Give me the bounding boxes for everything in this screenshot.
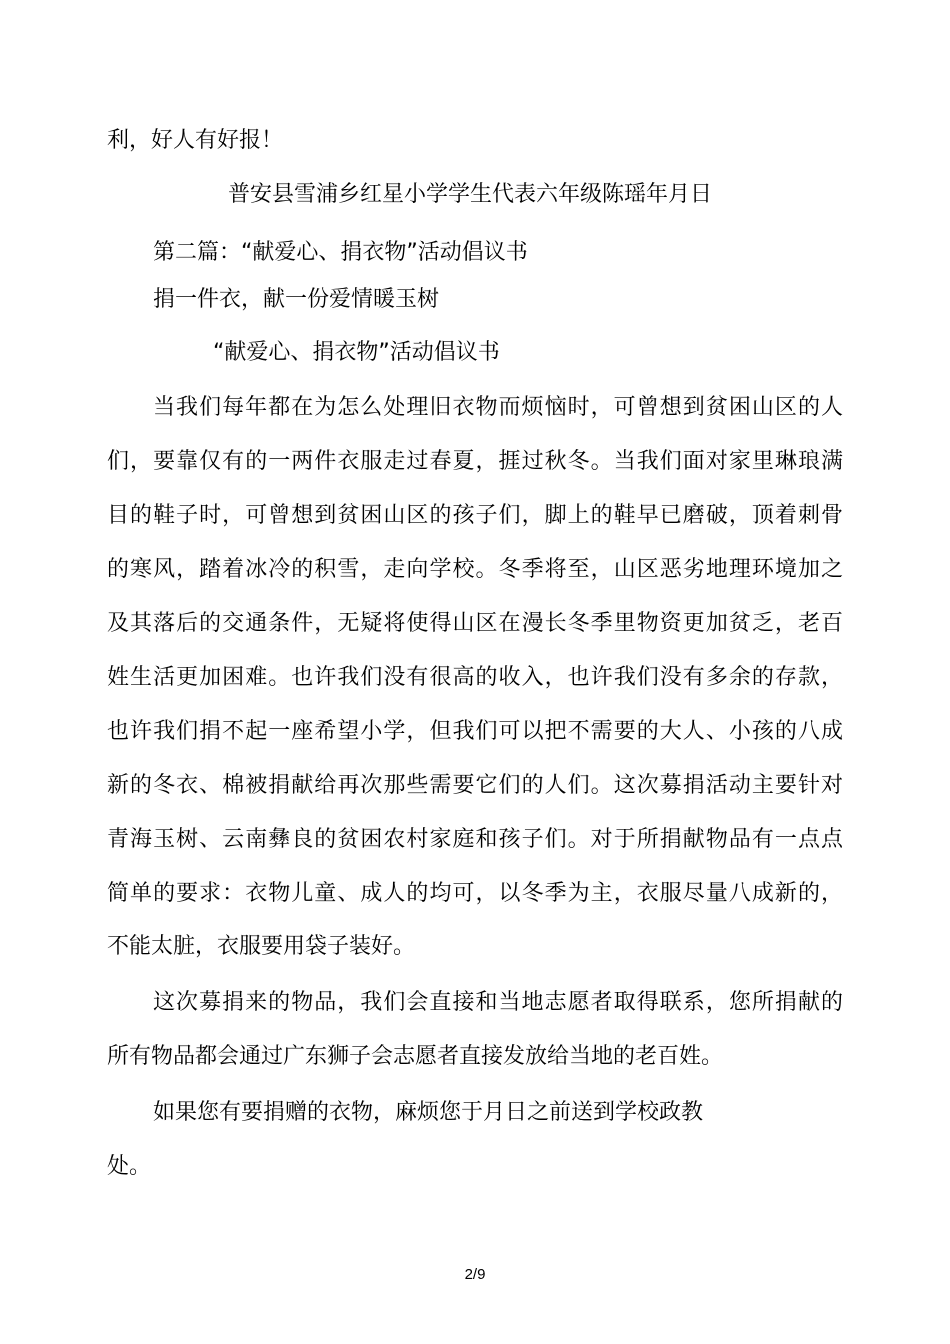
section-heading: 第二篇：“献爱心、捐衣物”活动倡议书 <box>153 240 528 265</box>
paragraph-3-line-1: 如果您有要捐赠的衣物，麻烦您于月日之前送到学校政教 <box>153 1100 704 1125</box>
paragraph-1-line-10: 简单的要求：衣物儿童、成人的均可，以冬季为主，衣服尽量八成新的， <box>107 881 843 906</box>
paragraph-2-line-2: 所有物品都会通过广东狮子会志愿者直接发放给当地的老百姓。 <box>107 1044 724 1069</box>
paragraph-1-line-3: 目的鞋子时，可曾想到贫困山区的孩子们，脚上的鞋早已磨破，顶着刺骨 <box>107 503 843 528</box>
paragraph-1-line-7: 也许我们捐不起一座希望小学，但我们可以把不需要的大人、小孩的八成 <box>107 719 843 744</box>
paragraph-1-line-8: 新的冬衣、棉被捐献给再次那些需要它们的人们。这次募捐活动主要针对 <box>107 773 843 798</box>
paragraph-1-line-11: 不能太脏，衣服要用袋子装好。 <box>107 934 416 959</box>
text-line-closing: 利，好人有好报！ <box>107 128 284 153</box>
document-title: “献爱心、捐衣物”活动倡议书 <box>213 340 500 365</box>
paragraph-3-line-2: 处。 <box>107 1154 152 1179</box>
paragraph-1-line-6: 姓生活更加困难。也许我们没有很高的收入，也许我们没有多余的存款， <box>107 665 843 690</box>
paragraph-1-line-2: 们，要靠仅有的一两件衣服走过春夏，捱过秋冬。当我们面对家里琳琅满 <box>107 449 843 474</box>
page-number: 2/9 <box>464 1266 486 1283</box>
paragraph-1-line-9: 青海玉树、云南彝良的贫困农村家庭和孩子们。对于所捐献物品有一点点 <box>107 827 843 852</box>
subtitle-line: 捐一件衣，献一份爱情暖玉树 <box>153 287 440 312</box>
paragraph-1-line-1: 当我们每年都在为怎么处理旧衣物而烦恼时，可曾想到贫困山区的人 <box>153 395 843 420</box>
signature-line: 普安县雪浦乡红星小学学生代表六年级陈瑶年月日 <box>228 182 713 207</box>
paragraph-2-line-1: 这次募捐来的物品，我们会直接和当地志愿者取得联系，您所捐献的 <box>153 990 843 1015</box>
paragraph-1-line-5: 及其落后的交通条件，无疑将使得山区在漫长冬季里物资更加贫乏，老百 <box>107 611 843 636</box>
paragraph-1-line-4: 的寒风，踏着冰冷的积雪，走向学校。冬季将至，山区恶劣地理环境加之 <box>107 557 843 582</box>
